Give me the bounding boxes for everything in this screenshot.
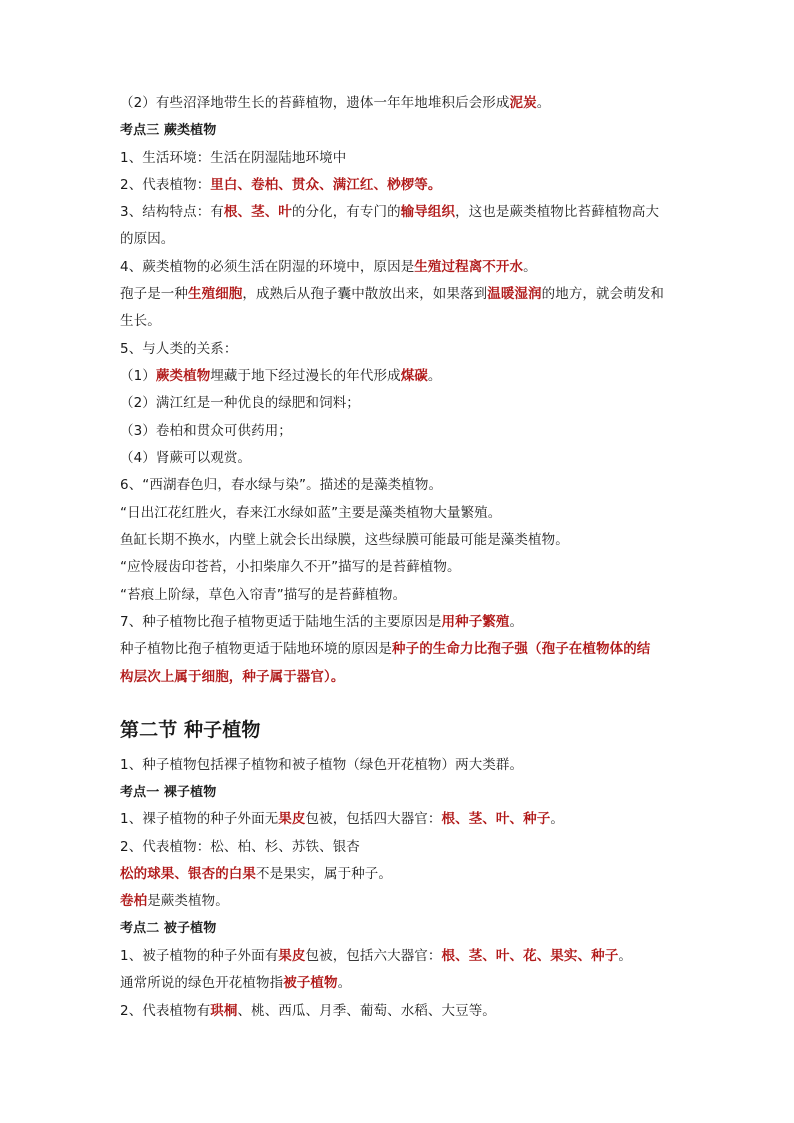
text-line xyxy=(120,806,685,833)
highlight-text: 珙桐 xyxy=(210,1003,238,1019)
text-line xyxy=(120,90,685,117)
text-line xyxy=(120,418,685,445)
text-segment: 生长。 xyxy=(120,313,161,329)
highlight-text: 被子植物 xyxy=(283,975,338,991)
text-segment: 考点一 裸子植物 xyxy=(120,785,217,800)
text-line xyxy=(120,834,685,861)
text-segment: （1） xyxy=(120,368,156,384)
highlight-text: 温暖湿润 xyxy=(487,286,542,302)
highlight-text: 种子的生命力比孢子强（孢子在植物体的结 xyxy=(392,641,651,657)
text-line xyxy=(120,145,685,172)
text-segment: 3、结构特点：有 xyxy=(120,204,224,220)
text-line xyxy=(120,861,685,888)
chapter-title xyxy=(120,715,685,745)
highlight-text: 根、茎、叶、花、果实、种子 xyxy=(441,948,619,964)
highlight-text: 根、茎、叶 xyxy=(223,204,292,220)
text-line xyxy=(120,172,685,199)
text-line xyxy=(120,943,685,970)
text-segment: 包被，包括六大器官： xyxy=(305,948,442,964)
text-line xyxy=(120,970,685,997)
text-line xyxy=(120,998,685,1025)
section-heading xyxy=(120,117,685,144)
text-line xyxy=(120,582,685,609)
highlight-text: 煤碳 xyxy=(400,368,428,384)
section-heading xyxy=(120,779,685,806)
text-segment: （2）满江红是一种优良的绿肥和饲料； xyxy=(120,395,360,411)
text-segment: 7、种子植物比孢子植物更适于陆地生活的主要原因是 xyxy=(120,614,442,630)
text-segment: 包被，包括四大器官： xyxy=(305,811,442,827)
text-segment: 第二节 种子植物 xyxy=(120,719,261,741)
text-segment: 通常所说的绿色开花植物指 xyxy=(120,975,284,991)
text-line xyxy=(120,500,685,527)
text-segment: 、桃、西瓜、月季、葡萄、水稻、大豆等。 xyxy=(237,1003,496,1019)
text-line xyxy=(120,336,685,363)
text-segment: 4、蕨类植物的必须生活在阴湿的环境中，原因是 xyxy=(120,259,415,275)
text-segment: 1、种子植物包括裸子植物和被子植物（绿色开花植物）两大类群。 xyxy=(120,757,524,773)
text-segment: 。 xyxy=(427,368,442,384)
highlight-text: 输导组织 xyxy=(400,204,456,220)
text-line xyxy=(120,308,685,335)
text-segment: 。 xyxy=(509,614,524,630)
text-segment: 1、生活环境：生活在阴湿陆地环境中 xyxy=(120,150,347,166)
text-segment: ，这也是蕨类植物比苔藓植物高大 xyxy=(455,204,660,220)
text-segment: 考点二 被子植物 xyxy=(120,921,217,936)
highlight-text: 果皮 xyxy=(278,948,306,964)
highlight-text: 生殖过程离不开水 xyxy=(414,259,524,275)
highlight-text: 泥炭 xyxy=(509,95,537,111)
text-segment: “应怜屐齿印苍苔，小扣柴扉久不开”描写的是苔藓植物。 xyxy=(120,559,461,575)
highlight-text: 构层次上属于细胞，种子属于器官）。 xyxy=(120,669,345,685)
text-segment: 。 xyxy=(550,811,564,827)
text-line xyxy=(120,609,685,636)
text-line xyxy=(120,527,685,554)
highlight-text: 根、茎、叶、种子 xyxy=(441,811,551,827)
highlight-text: 生殖细胞 xyxy=(188,286,243,302)
highlight-text: 果皮 xyxy=(278,811,306,827)
text-segment: 。 xyxy=(337,975,352,991)
text-segment: 1、被子植物的种子外面有 xyxy=(120,948,279,964)
text-line xyxy=(120,472,685,499)
text-segment: 6、“西湖春色归，春水绿与染”。描述的是藻类植物。 xyxy=(120,477,443,493)
text-segment: 的分化，有专门的 xyxy=(291,204,401,220)
text-segment: 鱼缸长期不换水，内壁上就会长出绿膜，这些绿膜可能最可能是藻类植物。 xyxy=(120,532,569,548)
text-line xyxy=(120,445,685,472)
text-segment: 2、代表植物： xyxy=(120,177,211,193)
highlight-text: 卷柏 xyxy=(120,893,148,909)
highlight-text: 里白、卷柏、贯众、满江红、桫椤等。 xyxy=(210,177,442,193)
text-segment: （4）肾蕨可以观赏。 xyxy=(120,450,252,466)
highlight-text: 蕨类植物 xyxy=(155,368,211,384)
text-line xyxy=(120,226,685,253)
highlight-text: 用种子繁殖 xyxy=(441,614,510,630)
text-segment: （2）有些沼泽地带生长的苔藓植物，遗体一年年地堆积后会形成 xyxy=(120,95,510,111)
text-line xyxy=(120,363,685,390)
text-segment: 埋藏于地下经过漫长的年代形成 xyxy=(210,368,401,384)
section-heading xyxy=(120,915,685,942)
text-segment: 的原因。 xyxy=(120,231,175,247)
text-segment: 1、裸子植物的种子外面无 xyxy=(120,811,279,827)
text-segment: 。 xyxy=(523,259,537,275)
text-segment: 2、代表植物有 xyxy=(120,1003,211,1019)
text-line xyxy=(120,752,685,779)
text-segment: “日出江花红胜火，春来江水绿如蓝”主要是藻类植物大量繁殖。 xyxy=(120,505,502,521)
text-segment: （3）卷柏和贯众可供药用； xyxy=(120,423,292,439)
text-line xyxy=(120,554,685,581)
text-line xyxy=(120,636,685,663)
text-line xyxy=(120,281,685,308)
text-segment: 不是果实，属于种子。 xyxy=(256,866,392,882)
text-line xyxy=(120,888,685,915)
text-segment: ，成熟后从孢子囊中散放出来，如果落到 xyxy=(242,286,488,302)
text-segment: 。 xyxy=(536,95,551,111)
text-segment: 。 xyxy=(618,948,632,964)
text-segment: 孢子是一种 xyxy=(120,286,188,302)
text-line xyxy=(120,254,685,281)
text-line xyxy=(120,664,685,691)
text-segment: 2、代表植物：松、柏、杉、苏铁、银杏 xyxy=(120,839,360,855)
text-line xyxy=(120,390,685,417)
text-segment: 种子植物比孢子植物更适于陆地环境的原因是 xyxy=(120,641,392,657)
text-segment: 5、与人类的关系： xyxy=(120,341,238,357)
text-segment: 是蕨类植物。 xyxy=(147,893,229,909)
text-segment: 考点三 蕨类植物 xyxy=(120,123,217,138)
text-segment: “苔痕上阶绿，草色入帘青”描写的是苔藓植物。 xyxy=(120,587,407,603)
text-line xyxy=(120,199,685,226)
text-segment: 的地方，就会萌发和 xyxy=(541,286,665,302)
highlight-text: 松的球果、银杏的白果 xyxy=(120,866,256,882)
